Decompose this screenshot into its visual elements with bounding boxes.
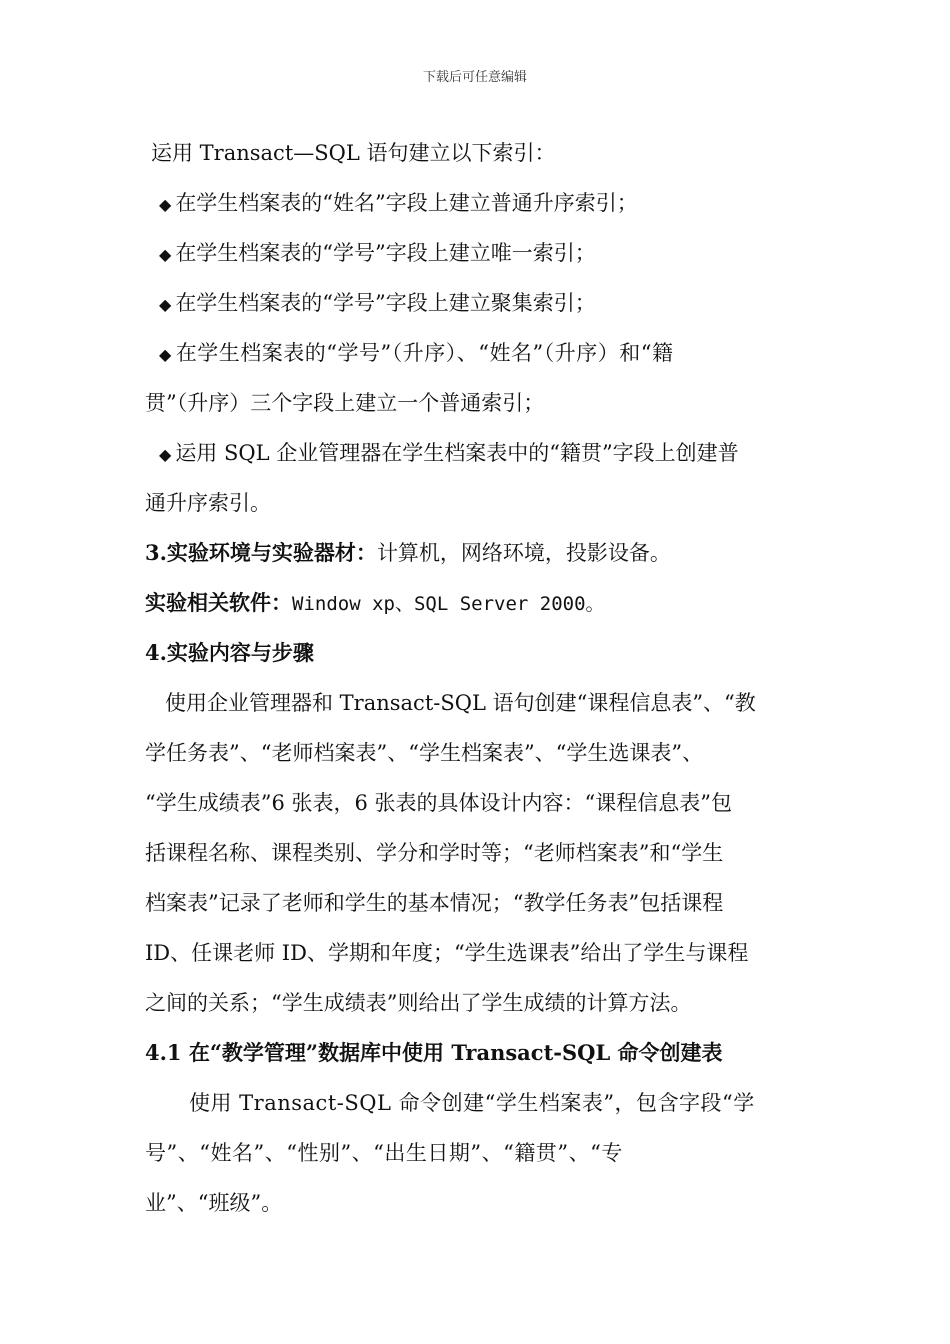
bullet-text: 在学生档案表的“学号”字段上建立聚集索引； bbox=[175, 291, 596, 315]
section-3-text: 计算机，网络环境，投影设备。 bbox=[376, 541, 671, 565]
para1-line-3: “学生成绩表”6 张表，6 张表的具体设计内容：“课程信息表”包 bbox=[145, 791, 733, 815]
document-body bbox=[145, 128, 807, 1228]
para2-line-1: 使用 Transact-SQL 命令创建“学生档案表”，包含字段“学 bbox=[189, 1091, 755, 1115]
section-3-line bbox=[145, 528, 807, 578]
para1-line-1: 使用企业管理器和 Transact-SQL 语句创建“课程信息表”、“教 bbox=[165, 691, 756, 715]
para1-line-7: 之间的关系；“学生成绩表”则给出了学生成绩的计算方法。 bbox=[145, 991, 692, 1015]
diamond-bullet-icon: ◆ bbox=[159, 445, 172, 464]
section-3-label: 3.实验环境与实验器材： bbox=[145, 540, 377, 565]
software-line bbox=[145, 578, 807, 628]
page-header: 下载后可任意编辑 bbox=[422, 70, 527, 85]
software-text: Window xp、SQL Server 2000。 bbox=[292, 593, 605, 615]
para1-line-5: 档案表”记录了老师和学生的基本情况；“教学任务表”包括课程 bbox=[145, 891, 724, 915]
para2-line-2: 号”、“姓名”、“性别”、“出生日期”、“籍贯”、“专 bbox=[145, 1141, 623, 1165]
software-label: 实验相关软件： bbox=[145, 590, 292, 615]
bullet-text: 在学生档案表的“学号”字段上建立唯一索引； bbox=[175, 241, 596, 265]
diamond-bullet-icon: ◆ bbox=[159, 195, 172, 214]
bullet-item-5 bbox=[145, 428, 807, 478]
bullet-item-3 bbox=[145, 278, 807, 328]
bullet-text: 在学生档案表的“姓名”字段上建立普通升序索引； bbox=[175, 191, 638, 215]
intro-line: 运用 Transact—SQL 语句建立以下索引： bbox=[151, 141, 556, 165]
bullet-item-2 bbox=[145, 228, 807, 278]
diamond-bullet-icon: ◆ bbox=[159, 345, 172, 364]
para1-line-6: ID、任课老师 ID、学期和年度；“学生选课表”给出了学生与课程 bbox=[145, 941, 749, 965]
bullet-text: 运用 SQL 企业管理器在学生档案表中的“籍贯”字段上创建普 bbox=[175, 441, 739, 465]
bullet-item-4 bbox=[145, 328, 807, 378]
bullet-text: 在学生档案表的“学号”（升序）、“姓名”（升序）和“籍 bbox=[175, 341, 674, 365]
bullet-item-5-continued: 通升序索引。 bbox=[145, 491, 271, 515]
diamond-bullet-icon: ◆ bbox=[159, 245, 172, 264]
diamond-bullet-icon: ◆ bbox=[159, 295, 172, 314]
para1-line-4: 括课程名称、课程类别、学分和学时等；“老师档案表”和“学生 bbox=[145, 841, 724, 865]
para1-line-2: 学任务表”、“老师档案表”、“学生档案表”、“学生选课表”、 bbox=[145, 741, 704, 765]
bullet-item-1 bbox=[145, 178, 807, 228]
section-4-title: 4.实验内容与步骤 bbox=[145, 640, 314, 665]
para2-line-3: 业”、“班级”。 bbox=[145, 1191, 283, 1215]
bullet-item-4-continued: 贯”（升序）三个字段上建立一个普通索引； bbox=[145, 391, 545, 415]
section-4-1-title: 4.1 在“教学管理”数据库中使用 Transact-SQL 命令创建表 bbox=[145, 1040, 723, 1065]
